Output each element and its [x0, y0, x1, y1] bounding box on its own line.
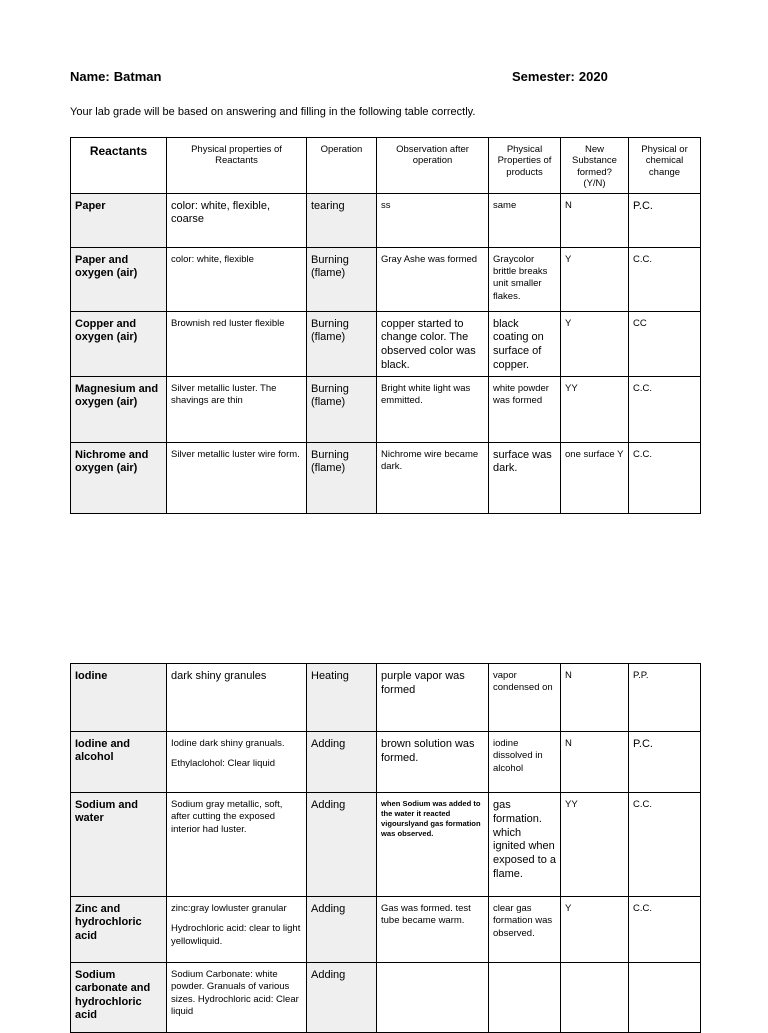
properties-cell: dark shiny granules [167, 664, 307, 732]
paragraph-gap [171, 915, 302, 923]
products-cell: iodine dissolved in alcohol [489, 732, 561, 793]
new-substance-cell: YY [561, 793, 629, 897]
operation-cell: Burning (flame) [307, 247, 377, 311]
semester-line [512, 69, 608, 84]
change-cell: CC [629, 311, 701, 376]
properties-cell: color: white, flexible [167, 247, 307, 311]
header-operation: Operation [307, 138, 377, 194]
properties-line: Ethylaclohol: Clear liquid [171, 758, 276, 770]
new-substance-cell: YY [561, 376, 629, 442]
name-value: Batman [113, 69, 162, 84]
operation-cell: Heating [307, 664, 377, 732]
reactants-cell: Nichrome and oxygen (air) [71, 442, 167, 513]
properties-cell: Sodium gray metallic, soft, after cutting the exposed interior had luster. [167, 793, 307, 897]
table-row [71, 963, 701, 1033]
new-substance-cell: N [561, 193, 629, 247]
reactants-cell: Iodine [71, 664, 167, 732]
new-substance-cell: Y [561, 311, 629, 376]
name-label: Name: [70, 69, 110, 84]
header-observation: Observation after operation [377, 138, 489, 194]
change-cell: C.C. [629, 442, 701, 513]
new-substance-cell: Y [561, 247, 629, 311]
products-cell: white powder was formed [489, 376, 561, 442]
table-header-row [71, 138, 701, 194]
table-row [71, 732, 701, 793]
name-line [70, 69, 161, 84]
observation-cell: purple vapor was formed [377, 664, 489, 732]
change-cell: C.C. [629, 247, 701, 311]
reactants-cell: Paper [71, 193, 167, 247]
products-cell: gas formation. which ignited when exposed to a flame. [489, 793, 561, 897]
change-cell [629, 963, 701, 1033]
header-reactants: Reactants [71, 138, 167, 194]
products-cell: same [489, 193, 561, 247]
new-substance-cell: Y [561, 897, 629, 963]
table-row [71, 897, 701, 963]
observation-cell: Gas was formed. test tube became warm. [377, 897, 489, 963]
properties-cell: color: white, flexible, coarse [167, 193, 307, 247]
observation-cell [377, 963, 489, 1033]
products-cell: surface was dark. [489, 442, 561, 513]
operation-cell: Burning (flame) [307, 376, 377, 442]
reactants-cell: Iodine and alcohol [71, 732, 167, 793]
observation-cell: ss [377, 193, 489, 247]
observation-cell: when Sodium was added to the water it reacted vigourslyand gas formation was observed. [377, 793, 489, 897]
properties-line: Hydrochloric acid: clear to light yellowliquid. [171, 923, 301, 947]
properties-cell: Brownish red luster flexible [167, 311, 307, 376]
products-cell: black coating on surface of copper. [489, 311, 561, 376]
operation-cell: Adding [307, 732, 377, 793]
properties-cell: Silver metallic luster wire form. [167, 442, 307, 513]
observation-cell: Nichrome wire became dark. [377, 442, 489, 513]
properties-line: zinc:gray lowluster granular [171, 903, 287, 914]
properties-cell: Silver metallic luster. The shavings are thin [167, 376, 307, 442]
reactants-cell: Magnesium and oxygen (air) [71, 376, 167, 442]
change-cell: C.C. [629, 793, 701, 897]
intro-text: Your lab grade will be based on answering and filling in the following table correctly. [70, 106, 476, 118]
new-substance-cell: N [561, 732, 629, 793]
header-change-type: Physical or chemical change [629, 138, 701, 194]
operation-cell: Adding [307, 963, 377, 1033]
header-product-properties: Physical Properties of products [489, 138, 561, 194]
reactants-cell: Paper and oxygen (air) [71, 247, 167, 311]
header-new-substance: New Substance formed? (Y/N) [561, 138, 629, 194]
products-cell [489, 963, 561, 1033]
new-substance-cell: one surface Y [561, 442, 629, 513]
change-cell: C.C. [629, 376, 701, 442]
paragraph-gap [171, 750, 302, 758]
semester-value: 2020 [578, 69, 608, 84]
table-row [71, 311, 701, 376]
change-cell: P.C. [629, 732, 701, 793]
properties-cell: Sodium Carbonate: white powder. Granuals of various sizes. Hydrochloric acid: Clear liquid [167, 963, 307, 1033]
products-cell: clear gas formation was observed. [489, 897, 561, 963]
operation-cell: Adding [307, 793, 377, 897]
table-row [71, 193, 701, 247]
observation-cell: copper started to change color. The observed color was black. [377, 311, 489, 376]
new-substance-cell: N [561, 664, 629, 732]
products-cell: Graycolor brittle breaks unit smaller flakes. [489, 247, 561, 311]
reactants-cell: Copper and oxygen (air) [71, 311, 167, 376]
observation-cell: Bright white light was emmitted. [377, 376, 489, 442]
new-substance-cell [561, 963, 629, 1033]
reactants-cell: Sodium carbonate and hydrochloric acid [71, 963, 167, 1033]
properties-line: Iodine dark shiny granuals. [171, 738, 285, 749]
table-row [71, 664, 701, 732]
lab-table-top [70, 137, 701, 514]
operation-cell: Adding [307, 897, 377, 963]
reactants-cell: Zinc and hydrochloric acid [71, 897, 167, 963]
reactants-cell: Sodium and water [71, 793, 167, 897]
change-cell: P.C. [629, 193, 701, 247]
operation-cell: Burning (flame) [307, 442, 377, 513]
operation-cell: tearing [307, 193, 377, 247]
table-row [71, 793, 701, 897]
semester-label: Semester: [512, 69, 575, 84]
table-row [71, 442, 701, 513]
operation-cell: Burning (flame) [307, 311, 377, 376]
table-row [71, 376, 701, 442]
products-cell: vapor condensed on [489, 664, 561, 732]
properties-cell [167, 897, 307, 963]
header-physical-properties: Physical properties of Reactants [167, 138, 307, 194]
observation-cell: Gray Ashe was formed [377, 247, 489, 311]
change-cell: C.C. [629, 897, 701, 963]
properties-cell [167, 732, 307, 793]
lab-table-bottom [70, 663, 701, 1033]
observation-cell: brown solution was formed. [377, 732, 489, 793]
table-row [71, 247, 701, 311]
change-cell: P.P. [629, 664, 701, 732]
